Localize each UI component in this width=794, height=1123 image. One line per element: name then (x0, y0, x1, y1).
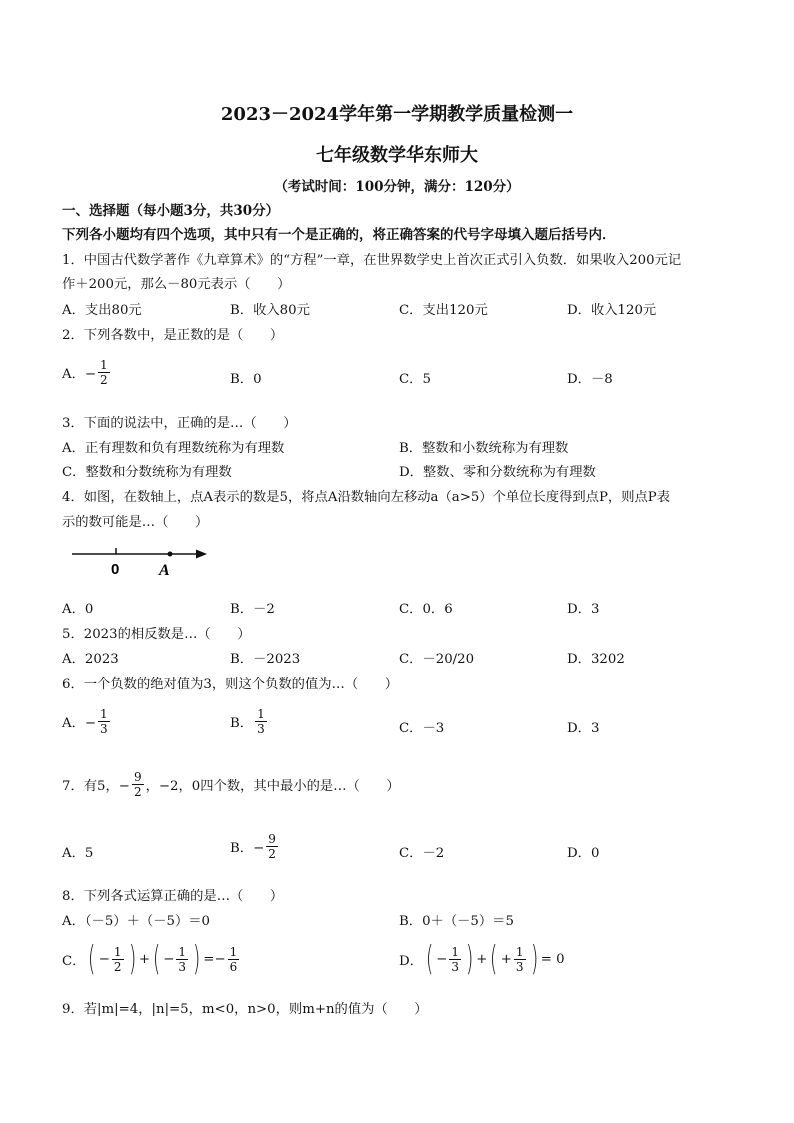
q7-stem-prefix: 7．有5，− (62, 779, 130, 794)
q8-c-paren-open-2: ( (152, 939, 161, 979)
q2-a-fraction (98, 358, 110, 387)
q8-d-t2-fraction (514, 945, 526, 974)
exam-info: （考试时间：100分钟，满分：120分） (274, 179, 520, 195)
q7-stem-denominator: 2 (133, 785, 142, 799)
q6-b-prefix: B． (230, 716, 254, 731)
q8-c-result-fraction (228, 945, 240, 974)
q3-stem: 3．下面的说法中，正确的是…（ ） (62, 416, 297, 431)
q4-option-c: C．0．6 (399, 602, 453, 617)
q7-option-b (230, 832, 280, 861)
q7-b-fraction (266, 832, 278, 861)
q8-c-operator: + (138, 951, 150, 967)
q8-c-t2-fraction (176, 945, 188, 974)
q8-d-label: D． (399, 953, 423, 969)
q8-d-paren-open-1: ( (425, 939, 434, 979)
q4-option-b: B．－2 (230, 602, 275, 617)
q1-stem-line2: 作＋200元，那么－80元表示（ ） (62, 277, 291, 292)
q3-option-b: B．整数和小数统称为有理数 (399, 441, 569, 456)
q8-c-result-numerator: 1 (229, 944, 238, 959)
q8-d-t1-fraction (449, 945, 461, 974)
q1-option-c: C．支出120元 (399, 303, 488, 318)
q7-b-numerator: 9 (268, 832, 276, 846)
section-instruction: 下列各小题均有四个选项，其中只有一个是正确的，将正确答案的代号字母填入题后括号内． (62, 227, 616, 243)
q1-option-a: A．支出80元 (62, 303, 142, 318)
exam-subtitle: 七年级数学华东师大 (316, 145, 478, 166)
q8-d-paren-close-1: ) (466, 939, 474, 979)
q3-option-a: A．正有理数和负有理数统称为有理数 (62, 441, 285, 456)
q8-d-operator: + (476, 951, 488, 967)
q8-c-label: C． (62, 953, 86, 969)
q8-c-t1-numerator: 1 (113, 944, 122, 959)
number-line-a-label: A (159, 562, 170, 579)
q8-c-paren-close-2: ) (193, 939, 201, 979)
section-title: 一、选择题（每小题3分，共30分） (62, 203, 280, 219)
q2-option-a (62, 358, 112, 387)
q6-b-fraction (255, 707, 267, 736)
q8-option-a: A．（－5）＋（－5）＝0 (62, 914, 211, 929)
q2-option-d: D．－8 (567, 372, 613, 387)
q8-d-t2-sign: + (500, 951, 512, 967)
q2-a-prefix: A．− (62, 367, 97, 382)
q6-stem: 6．一个负数的绝对值为3，则这个负数的值为…（ ） (62, 677, 399, 692)
q4-stem-line2: 示的数可能是…（ ） (62, 515, 209, 530)
q5-option-a: A．2023 (62, 652, 119, 667)
q8-d-paren-close-2: ) (530, 939, 538, 979)
q4-option-d: D．3 (567, 602, 600, 617)
q1-stem-line1: 1．中国古代数学著作《九章算术》的“方程”一章，在世界数学史上首次正式引入负数．如果收入200元记 (62, 253, 682, 268)
q8-c-t1-sign: − (98, 951, 110, 967)
q6-a-denominator: 3 (100, 722, 108, 736)
q8-d-t1-denominator: 3 (451, 959, 460, 974)
q6-b-denominator: 3 (257, 722, 265, 736)
q8-c-t2-denominator: 3 (178, 959, 187, 974)
number-line-zero-label: 0 (111, 561, 120, 578)
q6-option-b (230, 707, 269, 736)
q5-option-d: D．3202 (567, 652, 625, 667)
q1-option-d: D．收入120元 (567, 303, 657, 318)
number-line-figure (60, 540, 220, 580)
q5-option-c: C．－20/20 (399, 652, 475, 667)
q8-c-paren-close-1: ) (128, 939, 136, 979)
q5-stem: 5．2023的相反数是…（ ） (62, 627, 251, 642)
q8-option-b: B．0＋（－5）＝5 (399, 914, 514, 929)
q8-c-result-denominator: 6 (229, 959, 238, 974)
q2-a-numerator: 1 (100, 358, 108, 372)
q3-option-c: C．整数和分数统称为有理数 (62, 465, 232, 480)
q2-option-b: B．0 (230, 372, 262, 387)
exam-title: 2023－2024学年第一学期教学质量检测一 (220, 104, 574, 125)
q6-a-numerator: 1 (100, 707, 108, 721)
q8-c-t1-fraction (112, 945, 124, 974)
q8-c-paren-open-1: ( (88, 939, 96, 979)
q8-option-c (62, 939, 241, 979)
q8-c-t2-sign: − (163, 951, 175, 967)
q7-b-prefix: B．− (230, 841, 265, 856)
q8-d-t2-denominator: 3 (515, 959, 524, 974)
q8-c-t1-denominator: 2 (113, 959, 122, 974)
number-line-point-a (168, 552, 173, 557)
q8-c-t2-numerator: 1 (178, 944, 187, 959)
q3-option-d: D．整数、零和分数统称为有理数 (399, 465, 596, 480)
q7-stem-numerator: 9 (133, 770, 142, 784)
q8-d-t1-numerator: 1 (451, 944, 460, 959)
q7-b-denominator: 2 (268, 847, 276, 861)
q7-stem (62, 770, 400, 799)
q8-d-paren-open-2: ( (490, 939, 498, 979)
q2-option-c: C．5 (399, 372, 431, 387)
q6-option-c: C．－3 (399, 721, 445, 736)
q8-d-equals: = 0 (540, 951, 565, 967)
q8-c-equals: =− (203, 951, 226, 967)
q7-option-c: C．－2 (399, 846, 445, 861)
q8-option-d (399, 939, 565, 979)
q7-option-a: A．5 (62, 846, 94, 861)
q6-a-fraction (98, 707, 110, 736)
q8-stem: 8．下列各式运算正确的是…（ ） (62, 889, 284, 904)
q5-option-b: B．－2023 (230, 652, 301, 667)
q8-d-t2-numerator: 1 (515, 944, 524, 959)
q7-stem-suffix: ，−2，0四个数，其中最小的是…（ ） (145, 779, 400, 794)
q2-a-denominator: 2 (100, 373, 108, 387)
q6-b-numerator: 1 (257, 707, 265, 721)
q4-stem-line1: 4．如图，在数轴上，点A表示的数是5，将点A沿数轴向左移动a（a>5）个单位长度得到点P，则点P表 (62, 490, 671, 505)
q1-option-b: B．收入80元 (230, 303, 310, 318)
number-line-arrow (196, 550, 207, 559)
q2-stem: 2．下列各数中，是正数的是（ ） (62, 328, 284, 343)
q9-stem: 9．若|m|=4，|n|=5，m<0，n>0，则m+n的值为（ ） (62, 1002, 428, 1017)
q4-option-a: A．0 (62, 602, 94, 617)
q6-a-prefix: A．− (62, 716, 97, 731)
q6-option-a (62, 707, 112, 736)
q7-option-d: D．0 (567, 846, 600, 861)
q8-d-t1-sign: − (436, 951, 448, 967)
q6-option-d: D．3 (567, 721, 600, 736)
q7-stem-fraction (132, 770, 144, 799)
